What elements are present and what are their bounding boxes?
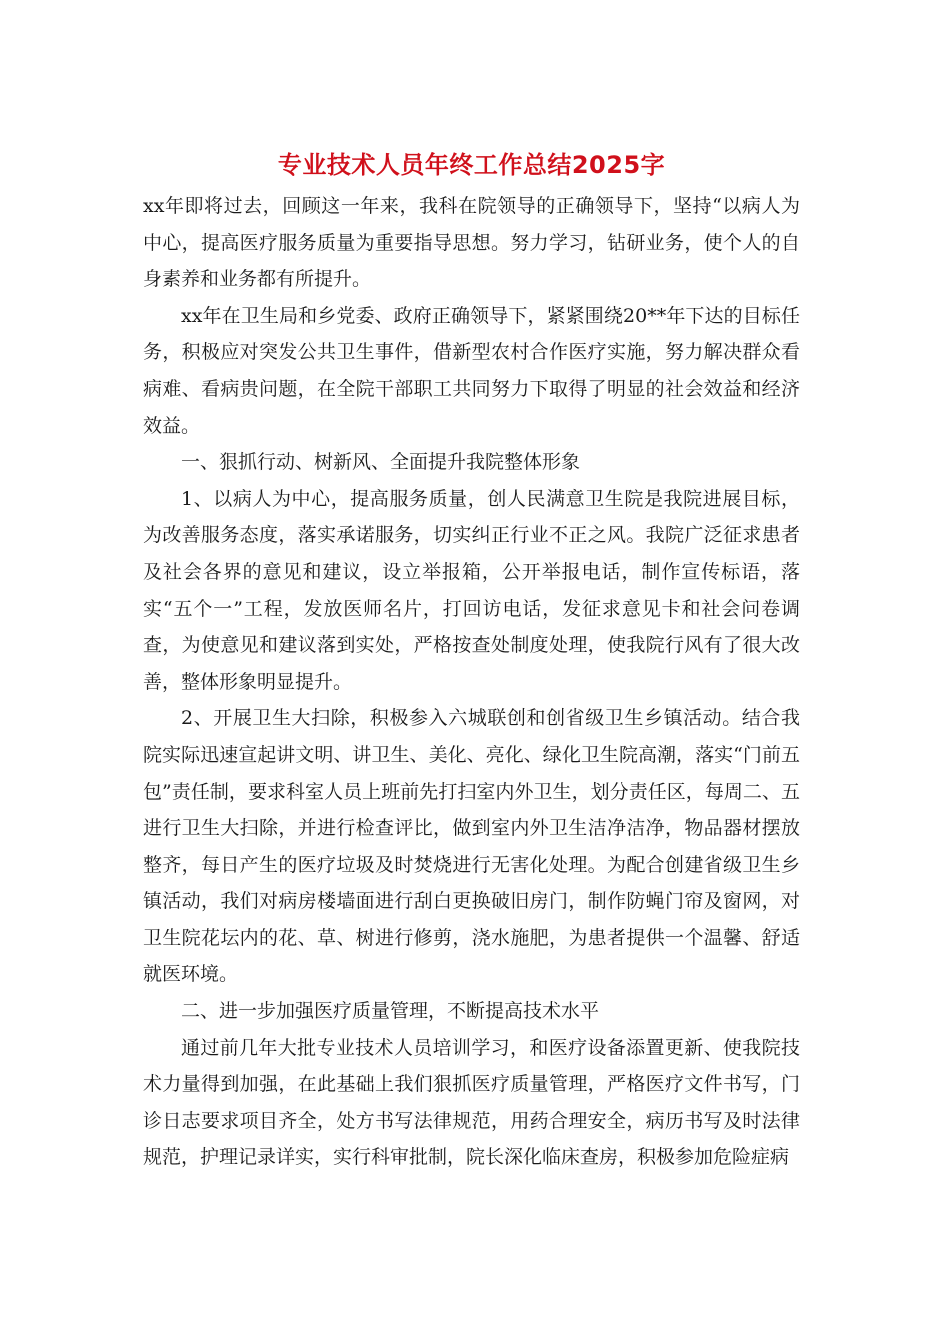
section-heading-2: 二、进一步加强医疗质量管理，不断提高技术水平 [181,1000,600,1023]
paragraph-intro: xx年即将过去，回顾这一年来，我科在院领导的正确领导下，坚持“以病人为中心，提高医疗服务质量为重要指导思想。努力学习，钻研业务，使个人的自身素养和业务都有所提升。 [143,195,800,291]
document-title: 专业技术人员年终工作总结2025字 [277,151,666,179]
paragraph-overview: xx年在卫生局和乡党委、政府正确领导下，紧紧围绕20**年下达的目标任务，积极应对突发公共卫生事件，借新型农村合作医疗实施，努力解决群众看病难、看病贵问题，在全院干部职工共同努力下取得了明显的社会效益和经济效益。 [143,304,800,437]
paragraph-item-2: 2、开展卫生大扫除，积极参入六城联创和创省级卫生乡镇活动。结合我院实际迅速宣起讲文明、讲卫生、美化、亮化、绿化卫生院高潮，落实“门前五包”责任制，要求科室人员上班前先打扫室内外卫生，划分责任区，每周二、五进行卫生大扫除，并进行检查评比，做到室内外卫生洁净洁净，物品器材摆放整齐，每日产生的医疗垃圾及时焚烧进行无害化处理。为配合创建省级卫生乡镇活动，我们对病房楼墙面进行刮白更换破旧房门，制作防蝇门帘及窗网，对卫生院花坛内的花、草、树进行修剪，浇水施肥，为患者提供一个温馨、舒适就医环境。 [143,707,800,986]
paragraph-quality: 通过前几年大批专业技术人员培训学习，和医疗设备添置更新、使我院技术力量得到加强，在此基础上我们狠抓医疗质量管理，严格医疗文件书写，门诊日志要求项目齐全，处方书写法律规范，用药合理安全，病历书写及时法律规范，护理记录详实，实行科审批制，院长深化临床查房，积极参加危险症病 [143,1036,800,1169]
section-heading-1: 一、狠抓行动、树新风、全面提升我院整体形象 [181,451,581,474]
paragraph-item-1: 1、以病人为中心，提高服务质量，创人民满意卫生院是我院进展目标，为改善服务态度，落实承诺服务，切实纠正行业不正之风。我院广泛征求患者及社会各界的意见和建议，设立举报箱，公开举报电话，制作宣传标语，落实“五个一”工程，发放医师名片，打回访电话，发征求意见卡和社会问卷调查，为使意见和建议落到实处，严格按查处制度处理，使我院行风有了很大改善，整体形象明显提升。 [143,487,800,693]
